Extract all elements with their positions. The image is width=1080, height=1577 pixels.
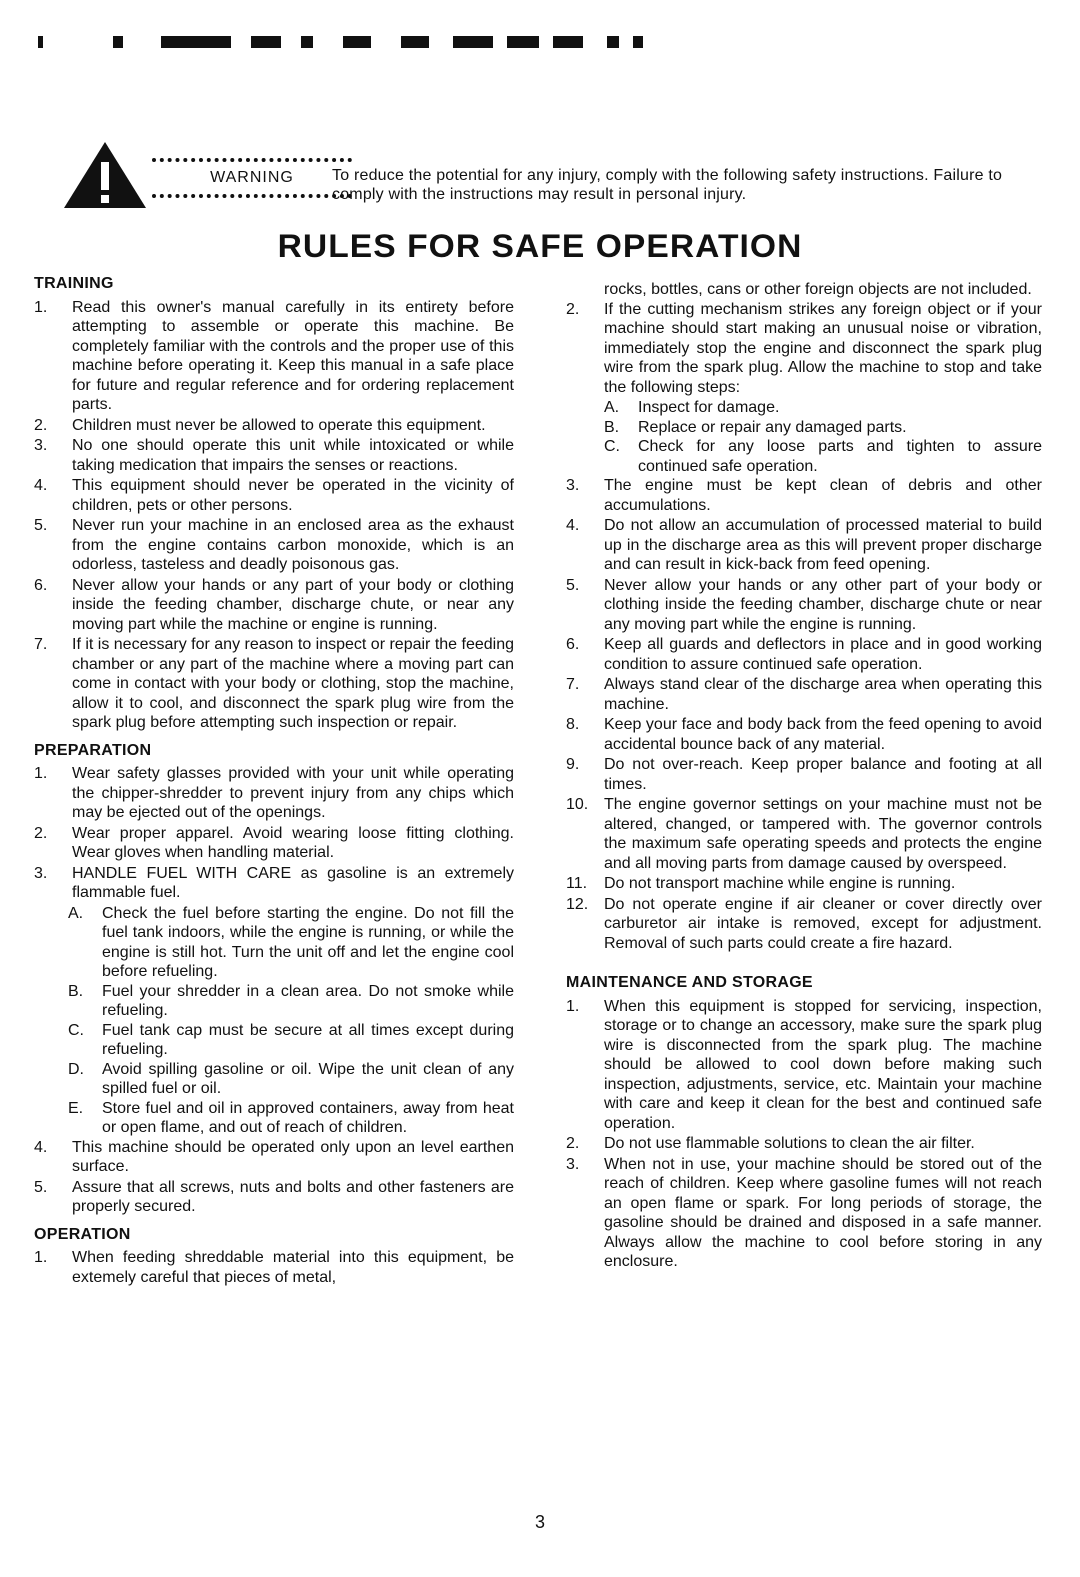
- section-heading-operation: OPERATION: [34, 1225, 131, 1243]
- item-number: D.: [68, 1060, 84, 1078]
- item-text: Replace or repair any damaged parts.: [638, 418, 907, 436]
- item-number: 7.: [566, 676, 580, 693]
- operation-list: [566, 476, 1042, 953]
- item-number: 4.: [34, 477, 48, 494]
- item-number: 11.: [566, 875, 588, 892]
- list-item: [566, 675, 1042, 714]
- item-text: If it is necessary for any reason to inspect or repair the feeding chamber or any part of the machine where a moving part can come in contact with your body or clothing, stop the machine, allow it to cool, and disconnect the spark plug wire from the spark plug before attempting such inspection or repair.: [72, 636, 515, 731]
- item-number: B.: [68, 982, 84, 1000]
- item-text: Do not transport machine while engine is running.: [604, 875, 956, 892]
- item-number: 5.: [34, 517, 48, 534]
- warning-triangle-icon: [62, 140, 148, 210]
- item-text: HANDLE FUEL WITH CARE as gasoline is an extremely flammable fuel.: [72, 864, 514, 901]
- item-number: 4.: [566, 517, 580, 534]
- maintenance-list: [566, 997, 1042, 1272]
- right-column: [566, 280, 1042, 1273]
- item-text: The engine governor settings on your machine must not be altered, changed, or tampered with. The governor controls the maximum safe operating speeds and protects the engine and all moving parts from damage caused by overspeed.: [604, 796, 1042, 872]
- fuel-sublist: [34, 904, 514, 1138]
- section-heading-maintenance: MAINTENANCE AND STORAGE: [566, 974, 813, 991]
- preparation-list-continued: [34, 1138, 514, 1217]
- item-number: 4.: [34, 1138, 48, 1156]
- list-item: [566, 755, 1042, 794]
- list-item: [566, 516, 1042, 575]
- warning-text: To reduce the potential for any injury, comply with the following safety instructions. Failure to comply with the instructions may result in personal injury.: [332, 167, 1003, 203]
- item-number: C.: [68, 1021, 84, 1039]
- list-item: [34, 864, 514, 903]
- list-item: [34, 436, 514, 475]
- item-number: 3.: [34, 864, 48, 882]
- item-number: 6.: [34, 576, 48, 594]
- item-number: E.: [68, 1099, 84, 1117]
- item-text: Always stand clear of the discharge area when operating this machine.: [604, 676, 1042, 713]
- item-number: A.: [68, 904, 84, 922]
- item-number: 2.: [566, 300, 580, 318]
- list-item: [34, 516, 514, 575]
- training-list: [34, 298, 514, 733]
- item-number: 9.: [566, 756, 580, 773]
- sub-item: [68, 1099, 514, 1138]
- item-text: Wear safety glasses provided with your unit while operating the chipper-shredder to prevent injury from any chips which may be ejected out of the openings.: [72, 765, 514, 821]
- item-text: Fuel your shredder in a clean area. Do not smoke while refueling.: [102, 982, 514, 1019]
- list-item: [34, 298, 514, 415]
- item-number: 2.: [566, 1135, 580, 1152]
- item-number: 6.: [566, 636, 580, 653]
- list-item: [34, 576, 514, 635]
- item-number: 8.: [566, 716, 580, 733]
- item-number: 1.: [34, 298, 48, 316]
- item-number: 3.: [566, 477, 580, 494]
- item-text: Do not allow an accumulation of processed material to build up in the discharge area as this will prevent proper discharge and can result in kick-back from feed opening.: [604, 517, 1042, 573]
- scan-artifact-bar: [38, 36, 798, 50]
- item-number: C.: [604, 438, 620, 455]
- item-number: 7.: [34, 636, 48, 653]
- list-item: [566, 997, 1042, 1134]
- item-text: Keep your face and body back from the feed opening to avoid accidental bounce back of any material.: [604, 716, 1042, 753]
- warning-label: WARNING: [152, 158, 352, 198]
- item-number: 1.: [34, 1249, 48, 1266]
- list-item: [34, 635, 514, 733]
- preparation-list: [34, 764, 514, 903]
- list-item: [34, 416, 514, 436]
- continued-text: rocks, bottles, cans or other foreign objects are not included.: [604, 281, 1032, 298]
- item-text: Keep all guards and deflectors in place and in good working condition to assure continued safe operation.: [604, 636, 1042, 673]
- sub-item: [604, 418, 1042, 438]
- item-text: Check the fuel before starting the engine. Do not fill the fuel tank indoors, while the engine is running, or while the engine is still hot. Turn the unit off and let the engine cool before refueling.: [102, 904, 514, 980]
- sub-item: [68, 982, 514, 1021]
- list-item: [566, 1134, 1042, 1154]
- item-number: 3.: [566, 1155, 580, 1173]
- item-number: B.: [604, 418, 620, 436]
- item-text: When not in use, your machine should be stored out of the reach of children. Keep where gasoline fumes will not reach an open flame or spark. For long periods of storage, the gasoline should be drained and disposed in a safe manner. Always allow the machine to cool before storing in any enclosure.: [604, 1155, 1042, 1270]
- item-text: Children must never be allowed to operate this equipment.: [72, 416, 486, 434]
- item-text: Never run your machine in an enclosed area as the exhaust from the engine contains carbon monoxide, which is an odorless, tasteless and deadly poisonous gas.: [72, 517, 514, 573]
- left-column: [34, 274, 514, 1288]
- list-item: [34, 476, 514, 515]
- item-text: Do not over-reach. Keep proper balance and footing at all times.: [604, 756, 1042, 793]
- item-number: A.: [604, 399, 620, 416]
- warning-banner: [62, 140, 1042, 220]
- item-text: When feeding shreddable material into this equipment, be extemely careful that pieces of metal,: [72, 1249, 514, 1286]
- list-item: [566, 715, 1042, 754]
- item-text: Never allow your hands or any other part of your body or clothing inside the feeding chamber, discharge chute or near any moving part while the engine is running.: [604, 576, 1042, 633]
- item-text: Do not operate engine if air cleaner or cover directly over carburetor air intake is removed, except for adjustment. Removal of such parts could create a fire hazard.: [604, 895, 1042, 952]
- section-heading-preparation: PREPARATION: [34, 741, 152, 759]
- item-text: Wear proper apparel. Avoid wearing loose fitting clothing. Wear gloves when handling material.: [72, 824, 514, 861]
- list-item: [566, 576, 1042, 635]
- page-number: 3: [534, 1512, 545, 1532]
- sub-item: [68, 1021, 514, 1060]
- item-number: 5.: [34, 1178, 48, 1196]
- item-text: Inspect for damage.: [638, 399, 780, 416]
- item-text: Fuel tank cap must be secure at all times except during refueling.: [102, 1021, 514, 1058]
- list-item: [566, 1155, 1042, 1272]
- sub-item: [68, 1060, 514, 1099]
- sub-item: [604, 398, 1042, 418]
- item-text: When this equipment is stopped for servicing, inspection, storage or to change an accessory, make sure the spark plug wire is disconnected from the spark plug. The machine should be allowed to cool down before making such inspection, adjustments, service, etc. Maintain your machine with care and keep it clean for the best and continued safe operation.: [604, 997, 1042, 1132]
- list-item: [34, 1178, 514, 1217]
- item-text: No one should operate this unit while intoxicated or while taking medication that impairs the senses or reactions.: [72, 437, 514, 474]
- item-number: 2.: [34, 416, 48, 434]
- item-number: 12.: [566, 895, 589, 913]
- page-title: RULES FOR SAFE OPERATION: [277, 228, 803, 264]
- list-item: [34, 764, 514, 823]
- item-text: Do not use flammable solutions to clean the air filter.: [604, 1135, 975, 1152]
- list-item: [566, 874, 1042, 894]
- list-item: [566, 300, 1042, 398]
- item-text: Check for any loose parts and tighten to assure continued safe operation.: [638, 438, 1042, 475]
- item-text: Never allow your hands or any part of your body or clothing inside the feeding chamber, discharge chute, or near any moving part while the machine or engine is running.: [72, 576, 514, 633]
- list-item: [34, 824, 514, 863]
- item-number: 2.: [34, 824, 48, 842]
- item-text: Avoid spilling gasoline or oil. Wipe the unit clean of any spilled fuel or oil.: [102, 1060, 514, 1097]
- item-number: 5.: [566, 576, 580, 594]
- item-number: 1.: [566, 997, 580, 1015]
- list-item: [34, 1138, 514, 1177]
- item-text: This equipment should never be operated in the vicinity of children, pets or other persons.: [72, 477, 514, 514]
- list-item: [566, 476, 1042, 515]
- item-number: 10.: [566, 796, 589, 813]
- list-item: [34, 1248, 514, 1287]
- list-item: [566, 635, 1042, 674]
- sub-item: [604, 437, 1042, 476]
- sub-item: [68, 904, 514, 982]
- item-text: Store fuel and oil in approved containers, away from heat or open flame, and out of reach of children.: [102, 1099, 514, 1136]
- section-heading-training: TRAINING: [34, 275, 114, 292]
- list-item: [566, 795, 1042, 873]
- item-text: The engine must be kept clean of debris and other accumulations.: [604, 477, 1042, 514]
- item-number: 3.: [34, 437, 48, 454]
- inspection-sublist: [566, 398, 1042, 476]
- list-item: [566, 895, 1042, 954]
- item-text: Assure that all screws, nuts and bolts and other fasteners are properly secured.: [72, 1178, 514, 1215]
- item-number: 1.: [34, 765, 48, 782]
- item-text: Read this owner's manual carefully in its entirety before attempting to assemble or operate this machine. Be completely familiar with the controls and the proper use of this machine before operating it. Keep this manual in a safe place for future and regular reference and for ordering replacement parts.: [72, 298, 514, 413]
- item-text: If the cutting mechanism strikes any foreign object or if your machine should start making an unusual noise or vibration, immediately stop the engine and disconnect the spark plug wire from the spark plug. Allow the machine to stop and take the following steps:: [604, 300, 1042, 396]
- item-text: This machine should be operated only upon an level earthen surface.: [72, 1138, 514, 1175]
